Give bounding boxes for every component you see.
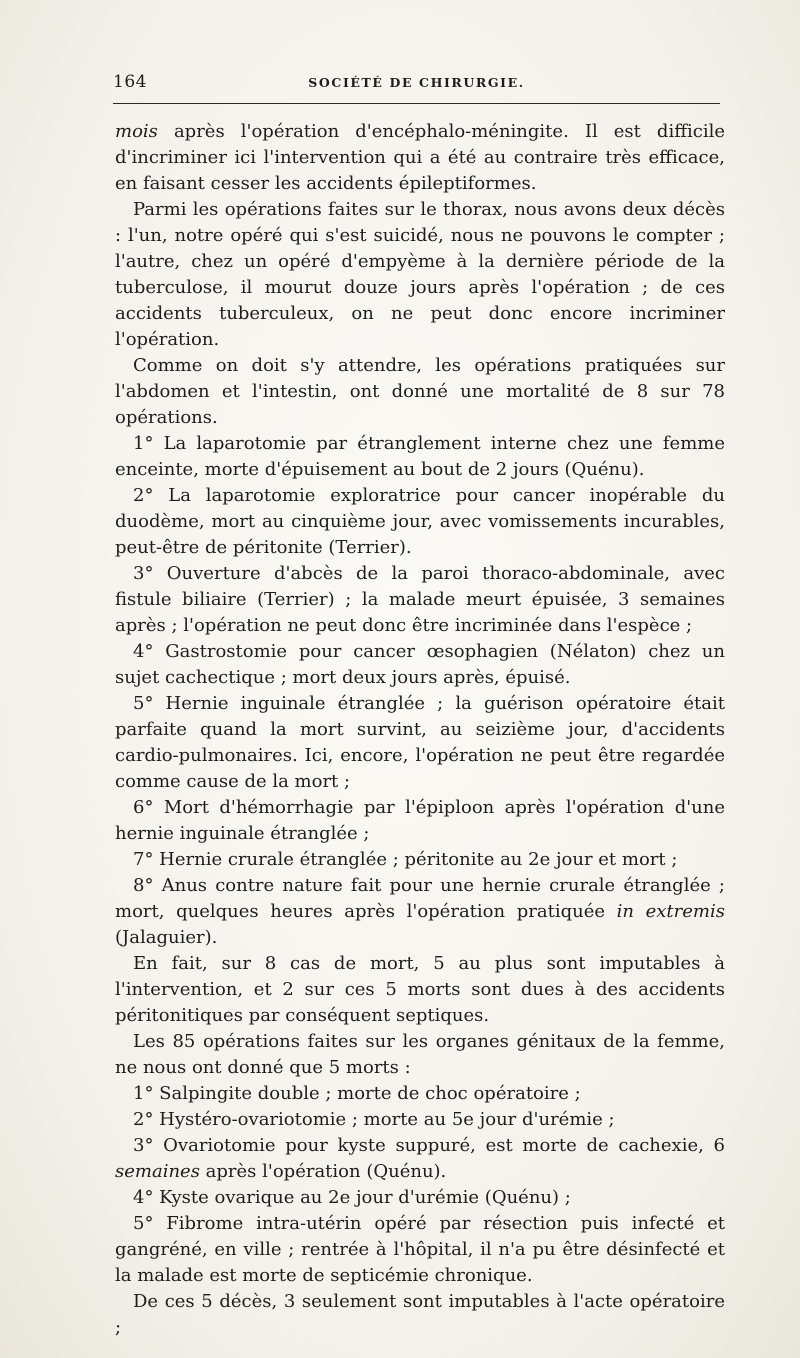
list-item-genital-1: 1° Salpingite double ; morte de choc opératoire ; [133, 1083, 581, 1104]
header-rule [113, 103, 720, 104]
list-item-abdomen-5: 5° Hernie inguinale étranglée ; la guérison opératoire était parfaite quand la mort survint, au seizième jour, d'accidents cardio-pulmonaires. Ici, encore, l'opération ne peut être regardée comme cause de la mort ; [115, 693, 725, 792]
list-item-genital-4: 4° Kyste ovarique au 2e jour d'urémie (Quénu) ; [133, 1187, 571, 1208]
paragraph-summary: En fait, sur 8 cas de mort, 5 au plus sont imputables à l'intervention, et 2 sur ces 5 morts sont dues à des accidents péritonitiques par conséquent septiques. [115, 953, 725, 1026]
running-title: SOCIÉTÉ DE CHIRURGIE. [308, 75, 525, 90]
page-header [113, 72, 720, 100]
list-item-abdomen-6: 6° Mort d'hémorrhagie par l'épiploon après l'opération d'une hernie inguinale étranglée ; [115, 797, 725, 844]
paragraph-genital: Les 85 opérations faites sur les organes génitaux de la femme, ne nous ont donné que 5 morts : [115, 1031, 725, 1078]
paragraph-conclusion: De ces 5 décès, 3 seulement sont imputables à l'acte opératoire ; [115, 1291, 725, 1338]
paragraph-thorax: Parmi les opérations faites sur le thorax, nous avons deux décès : l'un, notre opéré qui s'est suicidé, nous ne pouvons le compter ; l'autre, chez un opéré d'empyème à la dernière période de la tuberculose, il mourut douze jours après l'opération ; de ces accidents tuberculeux, on ne peut donc encore incriminer l'opération. [115, 199, 725, 350]
list-item-abdomen-2: 2° La laparotomie exploratrice pour cancer inopérable du duodème, mort au cinquième jour, avec vomissements incurables, peut-être de péritonite (Terrier). [115, 485, 725, 558]
page-number: 164 [113, 72, 147, 92]
paragraph-continuation: mois après l'opération d'encéphalo-méningite. Il est difficile d'incriminer ici l'intervention qui a été au contraire très efficace, en faisant cesser les accidents épileptiformes. [115, 121, 725, 194]
italic-word: mois [115, 121, 158, 142]
list-item-genital-2: 2° Hystéro-ovariotomie ; morte au 5e jour d'urémie ; [133, 1109, 615, 1130]
list-item-abdomen-4: 4° Gastrostomie pour cancer œsophagien (Nélaton) chez un sujet cachectique ; mort deux jours après, épuisé. [115, 641, 725, 688]
list-item-abdomen-7: 7° Hernie crurale étranglée ; péritonite au 2e jour et mort ; [133, 849, 678, 870]
italic-word: semaines [115, 1161, 200, 1182]
body-text [115, 119, 725, 1341]
paragraph-abdomen: Comme on doit s'y attendre, les opérations pratiquées sur l'abdomen et l'intestin, ont donné une mortalité de 8 sur 78 opérations. [115, 355, 725, 428]
list-item-abdomen-1: 1° La laparotomie par étranglement interne chez une femme enceinte, morte d'épuisement au bout de 2 jours (Quénu). [115, 433, 725, 480]
list-item-abdomen-3: 3° Ouverture d'abcès de la paroi thoraco-abdominale, avec fistule biliaire (Terrier) ; la malade meurt épuisée, 3 semaines après ; l'opération ne peut donc être incriminée dans l'espèce ; [115, 563, 725, 636]
list-item-genital-5: 5° Fibrome intra-utérin opéré par résection puis infecté et gangréné, en ville ; rentrée à l'hôpital, il n'a pu être désinfecté et la malade est morte de septicémie chronique. [115, 1213, 725, 1286]
italic-phrase: in extremis [616, 901, 725, 922]
list-item-abdomen-8: 8° Anus contre nature fait pour une hernie crurale étranglée ; mort, quelques heures après l'opération pratiquée in extremis (Jalaguier). [115, 875, 725, 948]
list-item-genital-3: 3° Ovariotomie pour kyste suppuré, est morte de cachexie, 6 semaines après l'opération (Quénu). [115, 1135, 725, 1182]
